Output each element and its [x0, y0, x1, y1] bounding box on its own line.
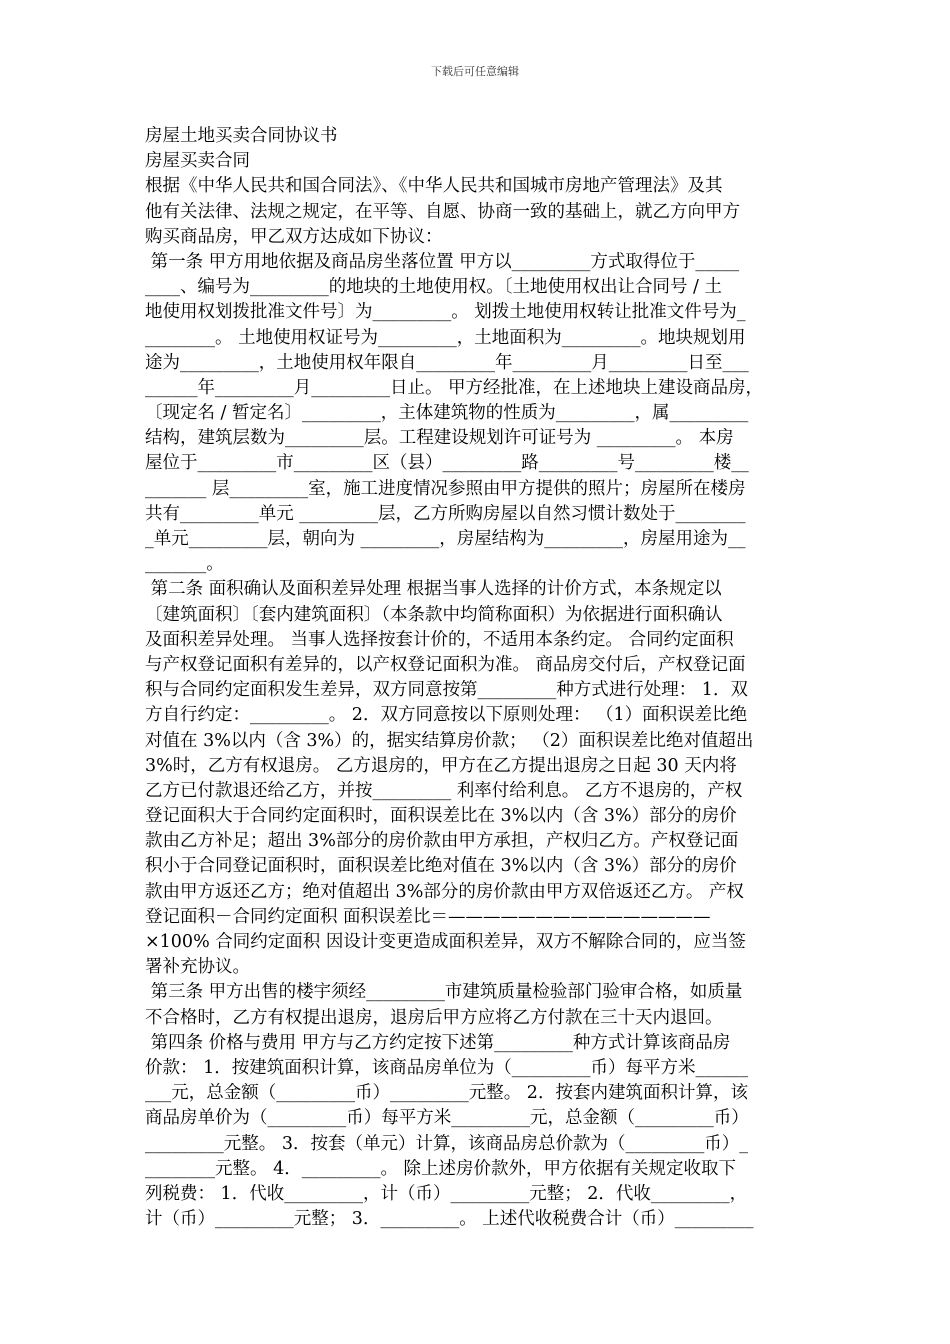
text-line: ___元，总金额（_________币）_________元整。 2．按套内建筑面积计算，该: [145, 1083, 748, 1104]
text-line: 商品房单价为（_________币）每平方米_________元，总金额（_________币）: [145, 1108, 749, 1129]
text-line: 积与合同约定面积发生差异，双方同意按第_________种方式进行处理： 1．双: [145, 680, 748, 701]
text-line: 他有关法律、法规之规定，在平等、自愿、协商一致的基础上，就乙方向甲方: [145, 201, 740, 222]
text-line: 方自行约定：_________。 2．双方同意按以下原则处理： （1）面积误差比绝: [145, 705, 748, 726]
text-line: 列税费： 1．代收_________，计（币）_________元整； 2．代收_________，: [145, 1183, 748, 1204]
text-line: ______年_________月_________日止。 甲方经批准，在上述地块上建设商品房，: [145, 377, 764, 398]
page-header-note: 下载后可任意编辑: [431, 65, 519, 78]
text-line: 房屋土地买卖合同协议书: [145, 126, 338, 146]
text-line: 乙方已付款退还给乙方，并按_________ 利率付给利息。 乙方不退房的，产权: [145, 780, 743, 801]
text-line: _________元整。 3．按套（单元）计算，该商品房总价款为（_________币）_: [145, 1133, 748, 1154]
text-line: 第一条 甲方用地依据及商品房坐落位置 甲方以_________方式取得位于_____: [145, 251, 740, 272]
text-line: 署补充协议。: [145, 957, 250, 978]
text-line: ________元整。 4．_________。 除上述房价款外，甲方依据有关规定收取下: [145, 1158, 737, 1179]
text-line: 登记面积大于合同约定面积时，面积误差比在 3%以内（含 3%）部分的房价: [145, 806, 737, 827]
text-line: 对值在 3%以内（含 3%）的，据实结算房价款； （2）面积误差比绝对值超出: [145, 730, 754, 751]
text-line: ________。 土地使用权证号为_________，土地面积为_________。地块规划用: [145, 327, 746, 348]
text-line: 第四条 价格与费用 甲方与乙方约定按下述第_________种方式计算该商品房: [145, 1032, 731, 1053]
text-line: 3%时，乙方有权退房。 乙方退房的，甲方在乙方提出退房之日起 30 天内将: [145, 755, 737, 776]
text-line: 地使用权划拨批准文件号〕为_________。 划拨土地使用权转让批准文件号为_: [145, 302, 746, 323]
text-line: 款由乙方补足；超出 3%部分的房价款由甲方承担，产权归乙方。产权登记面: [145, 831, 739, 852]
contract-body: [145, 124, 809, 1232]
text-line: _______。: [145, 554, 224, 575]
text-line: 第二条 面积确认及面积差异处理 根据当事人选择的计价方式，本条规定以: [145, 579, 722, 600]
text-line: 及面积差异处理。 当事人选择按套计价的，不适用本条约定。 合同约定面积: [145, 629, 734, 650]
text-line: 〔建筑面积〕〔套内建筑面积〕（本条款中均简称面积）为依据进行面积确认: [145, 604, 723, 625]
text-line: 计（币）_________元整； 3．_________。 上述代收税费合计（币）_________: [145, 1209, 754, 1230]
text-line: ____、编号为_________的地块的土地使用权。〔土地使用权出让合同号 / 土: [145, 277, 723, 298]
text-line: 购买商品房，甲乙双方达成如下协议：: [145, 226, 443, 247]
text-line: _______ 层_________室，施工进度情况参照由甲方提供的照片；房屋所在楼房: [145, 478, 746, 499]
text-line: ×100% 合同约定面积 因设计变更造成面积差异，双方不解除合同的，应当签: [145, 932, 746, 952]
text-line: 与产权登记面积有差异的，以产权登记面积为准。 商品房交付后，产权登记面: [145, 654, 746, 675]
text-line: 共有_________单元 _________层，乙方所购房屋以自然习惯计数处于________: [145, 503, 746, 524]
text-line: 第三条 甲方出售的楼宇须经_________市建筑质量检验部门验审合格，如质量: [145, 982, 743, 1003]
text-line: 结构，建筑层数为_________层。工程建设规划许可证号为 _________。 本房: [145, 428, 734, 449]
text-line: 屋位于_________市_________区（县）_________路_________号_________楼__: [145, 453, 749, 474]
text-line: 登记面积－合同约定面积 面积误差比＝———————————————: [145, 906, 711, 927]
text-line: 〔现定名 / 暂定名〕_________，主体建筑物的性质为_________，属_________: [145, 403, 749, 424]
text-line: 根据《中华人民共和国合同法》、《中华人民共和国城市房地产管理法》及其: [145, 176, 723, 197]
text-line: 积小于合同登记面积时，面积误差比绝对值在 3%以内（含 3%）部分的房价: [145, 856, 737, 877]
text-line: _单元_________层，朝向为 _________，房屋结构为_________，房屋用途为__: [145, 529, 746, 549]
text-line: 不合格时，乙方有权提出退房，退房后甲方应将乙方付款在三十天内退回。: [145, 1007, 723, 1028]
text-line: 价款： 1．按建筑面积计算，该商品房单位为（_________币）每平方米______: [145, 1057, 748, 1078]
text-line: 款由甲方返还乙方；绝对值超出 3%部分的房价款由甲方双倍返还乙方。 产权: [145, 881, 744, 902]
text-line: 房屋买卖合同: [145, 151, 250, 172]
text-line: 途为_________，土地使用权年限自_________年_________月_________日至___: [145, 352, 749, 373]
